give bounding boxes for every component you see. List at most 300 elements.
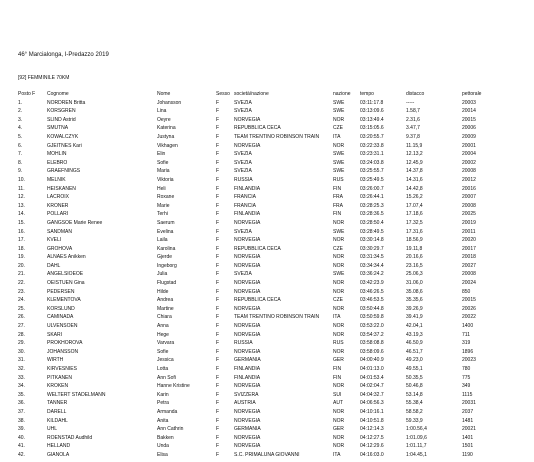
cell-club: FINLANDIA — [234, 374, 261, 381]
cell-pos: 22. — [18, 280, 25, 287]
cell-pos: 33. — [18, 374, 25, 381]
table-row — [0, 107, 534, 116]
cell-surname: ALNAES Anikken — [47, 254, 86, 261]
cell-bib: 20022 — [462, 314, 476, 321]
table-row — [0, 228, 534, 237]
cell-bib: 319 — [462, 340, 471, 347]
cell-nation: CZE — [333, 125, 343, 132]
table-row — [0, 399, 534, 408]
cell-gap: 35.35,6 — [406, 297, 423, 304]
cell-sex: F — [216, 323, 220, 330]
cell-time: 04:10:16.1 — [360, 408, 384, 415]
cell-gap: 25.06,3 — [406, 271, 423, 278]
cell-name: Armanda — [157, 408, 178, 415]
cell-gap: 49.55,1 — [406, 366, 423, 372]
cell-bib: 20008 — [462, 202, 476, 209]
cell-name: Unda — [157, 443, 169, 450]
cell-pos: 15. — [18, 219, 25, 226]
cell-bib: 20014 — [462, 108, 476, 115]
cell-pos: 29. — [18, 340, 25, 347]
table-row — [0, 425, 534, 434]
cell-time: 03:31:34.5 — [360, 254, 384, 261]
cell-club: NORVEGIA — [234, 417, 261, 424]
table-row — [0, 279, 534, 288]
cell-bib: 20015 — [462, 297, 476, 304]
cell-pos: 37. — [18, 408, 25, 415]
cell-pos: 32. — [18, 366, 25, 372]
cell-bib: 1401 — [462, 434, 474, 441]
cell-time: 03:50:59.8 — [360, 314, 384, 321]
cell-name: Hege — [157, 331, 169, 338]
cell-sex: F — [216, 426, 220, 433]
cell-sex: F — [216, 125, 220, 132]
cell-pos: 20. — [18, 262, 25, 269]
cell-surname: HEISKANEN — [47, 185, 76, 192]
cell-nation: FRA — [333, 194, 343, 201]
cell-sex: F — [216, 99, 220, 106]
table-row — [0, 185, 534, 194]
cell-surname: KORSLUND — [47, 305, 75, 312]
cell-pos: 36. — [18, 400, 25, 407]
cell-nation: ITA — [333, 133, 341, 140]
cell-surname: TANNER — [47, 400, 68, 407]
cell-bib: 1190 — [462, 451, 473, 458]
cell-sex: F — [216, 331, 220, 338]
cell-nation: NOR — [333, 305, 345, 312]
cell-sex: F — [216, 262, 220, 269]
cell-gap: 58.58,2 — [406, 408, 423, 415]
table-row — [0, 434, 534, 443]
cell-nation: NOR — [333, 323, 345, 330]
cell-name: Terhi — [157, 211, 168, 218]
cell-gap: 18.56,9 — [406, 237, 423, 244]
cell-gap: 39.26,9 — [406, 305, 423, 312]
cell-name: Flugstad — [157, 280, 177, 287]
cell-bib: 20012 — [462, 176, 476, 183]
cell-pos: 42. — [18, 451, 25, 458]
cell-nation: ITA — [333, 314, 341, 321]
cell-sex: F — [216, 185, 220, 192]
table-row — [0, 365, 534, 374]
cell-pos: 6. — [18, 142, 23, 149]
cell-sex: F — [216, 245, 220, 252]
cell-sex: F — [216, 305, 220, 312]
cell-nation: CZE — [333, 245, 343, 252]
cell-sex: F — [216, 340, 220, 347]
cell-bib: 20017 — [462, 245, 476, 252]
cell-gap: 42.04,1 — [406, 323, 423, 330]
cell-time: 03:54:37.2 — [360, 331, 384, 338]
cell-gap: 31.06,0 — [406, 280, 423, 287]
cell-gap: 59.33,9 — [406, 417, 423, 424]
cell-name: Martine — [157, 305, 174, 312]
cell-club: NORVEGIA — [234, 237, 261, 244]
cell-surname: DAHL — [47, 262, 61, 269]
cell-time: 03:28:50.4 — [360, 219, 384, 226]
cell-nation: RUS — [333, 176, 344, 183]
cell-time: 03:30:29.7 — [360, 245, 384, 252]
table-row — [0, 159, 534, 168]
cell-club: SVEZIA — [234, 159, 252, 166]
cell-surname: SMUTNA — [47, 125, 69, 132]
cell-bib: 20019 — [462, 219, 476, 226]
table-row — [0, 270, 534, 279]
cell-gap: 14.37,8 — [406, 168, 423, 175]
cell-pos: 23. — [18, 288, 25, 295]
cell-pos: 35. — [18, 391, 25, 398]
cell-gap: 53.14,8 — [406, 391, 423, 398]
cell-nation: NOR — [333, 116, 345, 123]
cell-club: SVIZZERA — [234, 391, 259, 398]
cell-name: Petra — [157, 400, 169, 407]
cell-sex: F — [216, 288, 220, 295]
header-surname: Cognome — [47, 91, 69, 97]
cell-club: TEAM TRENTINO ROBINSON TRAIN — [234, 133, 320, 140]
cell-bib: 20027 — [462, 262, 476, 269]
cell-time: 03:58:09.6 — [360, 348, 384, 355]
cell-sex: F — [216, 400, 220, 407]
cell-sex: F — [216, 211, 220, 218]
table-row — [0, 288, 534, 297]
cell-time: 03:42:23.9 — [360, 280, 384, 287]
cell-sex: F — [216, 116, 220, 123]
table-row — [0, 176, 534, 185]
table-row — [0, 391, 534, 400]
cell-nation: FIN — [333, 366, 342, 372]
cell-sex: F — [216, 391, 220, 398]
cell-club: S.C. PRIMALUNA GIOVANNI — [234, 451, 300, 458]
cell-nation: GER — [333, 426, 344, 433]
cell-pos: 40. — [18, 434, 25, 441]
cell-bib: 850 — [462, 288, 471, 295]
cell-nation: FRA — [333, 202, 343, 209]
cell-club: SVEZIA — [234, 228, 252, 235]
cell-time: 03:28:25.3 — [360, 202, 384, 209]
cell-pos: 17. — [18, 237, 25, 244]
cell-surname: MOHLIN — [47, 151, 67, 158]
cell-name: Andrea — [157, 297, 174, 304]
cell-pos: 11. — [18, 185, 25, 192]
cell-nation: NOR — [333, 331, 345, 338]
cell-bib: 20009 — [462, 133, 476, 140]
cell-sex: F — [216, 168, 220, 175]
results-table — [0, 90, 534, 460]
cell-surname: HELLAND — [47, 443, 71, 450]
cell-gap: 2.31,6 — [406, 116, 420, 123]
table-row — [0, 442, 534, 451]
cell-name: Laila — [157, 237, 168, 244]
cell-bib: 20001 — [462, 142, 476, 149]
cell-sex: F — [216, 443, 220, 450]
cell-pos: 8. — [18, 159, 23, 166]
cell-name: Maria — [157, 168, 170, 175]
cell-bib: 20025 — [462, 211, 476, 218]
cell-time: 03:53:22.0 — [360, 323, 384, 330]
cell-pos: 1. — [18, 99, 23, 106]
cell-club: NORVEGIA — [234, 331, 261, 338]
cell-surname: ROENSTAD Audhild — [47, 434, 93, 441]
cell-pos: 12. — [18, 194, 25, 201]
cell-nation: NOR — [333, 348, 345, 355]
cell-nation: NOR — [333, 383, 345, 390]
cell-bib: 1115 — [462, 391, 473, 398]
cell-gap: 9.37,8 — [406, 133, 420, 140]
cell-name: Ingeborg — [157, 262, 177, 269]
cell-nation: NOR — [333, 288, 345, 295]
cell-club: REPUBBLICA CECA — [234, 297, 281, 304]
cell-time: 03:30:14.8 — [360, 237, 384, 244]
cell-club: FINLANDIA — [234, 366, 261, 372]
cell-pos: 14. — [18, 211, 25, 218]
cell-club: NORVEGIA — [234, 383, 261, 390]
cell-sex: F — [216, 374, 220, 381]
table-row — [0, 116, 534, 125]
cell-nation: NOR — [333, 408, 345, 415]
cell-sex: F — [216, 348, 220, 355]
cell-nation: AUT — [333, 400, 343, 407]
cell-surname: WIRTH — [47, 357, 64, 364]
header-nation: nazione — [333, 91, 351, 97]
cell-time: 04:01:53.4 — [360, 374, 384, 381]
cell-bib: 20002 — [462, 159, 476, 166]
cell-club: NORVEGIA — [234, 408, 261, 415]
cell-pos: 19. — [18, 254, 25, 261]
cell-time: 03:13:09.6 — [360, 108, 384, 115]
cell-nation: NOR — [333, 142, 345, 149]
cell-sex: F — [216, 176, 220, 183]
cell-surname: JOHANSSON — [47, 348, 79, 355]
cell-nation: NOR — [333, 254, 345, 261]
cell-bib: 349 — [462, 383, 471, 390]
cell-club: REPUBBLICA CECA — [234, 245, 281, 252]
cell-bib: 20011 — [462, 228, 476, 235]
cell-bib: 20018 — [462, 254, 476, 261]
cell-time: 03:28:36.5 — [360, 211, 384, 218]
cell-gap: 14.42,8 — [406, 185, 423, 192]
table-header — [0, 90, 534, 99]
cell-name: Ann Sofi — [157, 374, 176, 381]
cell-name: Evelina — [157, 228, 174, 235]
cell-time: 03:11:17.8 — [360, 99, 384, 106]
cell-sex: F — [216, 133, 220, 140]
cell-surname: SANDMAN — [47, 228, 73, 235]
cell-club: SVEZIA — [234, 151, 252, 158]
cell-time: 04:12:14.3 — [360, 426, 384, 433]
cell-pos: 13. — [18, 202, 25, 209]
cell-club: NORVEGIA — [234, 254, 261, 261]
cell-gap: 46.50,9 — [406, 340, 423, 347]
table-row — [0, 133, 534, 142]
cell-gap: 15.26,2 — [406, 194, 423, 201]
cell-bib: 20003 — [462, 99, 476, 106]
cell-nation: CZE — [333, 297, 343, 304]
table-row — [0, 305, 534, 314]
cell-sex: F — [216, 357, 220, 364]
cell-gap: 17.31,6 — [406, 228, 423, 235]
cell-surname: POLLARI — [47, 211, 69, 218]
cell-nation: NOR — [333, 219, 345, 226]
cell-surname: NORDREN Britta — [47, 99, 86, 106]
cell-surname: GJEITNES Kari — [47, 142, 82, 149]
cell-time: 03:22:33.8 — [360, 142, 384, 149]
cell-surname: GROHOVA — [47, 245, 73, 252]
cell-gap: 50.35,5 — [406, 374, 423, 381]
cell-bib: 20006 — [462, 125, 476, 132]
cell-gap: 23.16,5 — [406, 262, 423, 269]
table-row — [0, 408, 534, 417]
cell-name: Lina — [157, 108, 167, 115]
cell-sex: F — [216, 142, 220, 149]
cell-sex: F — [216, 194, 220, 201]
cell-club: FINLANDIA — [234, 185, 261, 192]
cell-surname: ANGELSIOEOE — [47, 271, 84, 278]
cell-bib: 711 — [462, 331, 470, 338]
cell-nation: SWE — [333, 99, 345, 106]
cell-club: SVEZIA — [234, 99, 252, 106]
cell-sex: F — [216, 151, 220, 158]
cell-nation: SWE — [333, 168, 345, 175]
cell-time: 04:02:04.7 — [360, 383, 384, 390]
table-row — [0, 451, 534, 460]
cell-pos: 27. — [18, 323, 25, 330]
cell-surname: KVELI — [47, 237, 62, 244]
cell-bib: 775 — [462, 374, 471, 381]
cell-name: Anita — [157, 417, 169, 424]
cell-bib: 20008 — [462, 271, 476, 278]
header-gap: distacco — [406, 91, 425, 97]
cell-pos: 21. — [18, 271, 25, 278]
cell-sex: F — [216, 417, 220, 424]
table-row — [0, 374, 534, 383]
cell-club: NORVEGIA — [234, 142, 261, 149]
cell-pos: 3. — [18, 116, 23, 123]
cell-time: 03:24:03.8 — [360, 159, 384, 166]
cell-nation: RUS — [333, 340, 344, 347]
cell-club: GERMANIA — [234, 426, 261, 433]
cell-surname: WELTERT STADELMANN — [47, 391, 106, 398]
cell-time: 03:20:55.7 — [360, 133, 384, 140]
cell-surname: KRONER — [47, 202, 69, 209]
cell-gap: 49.23,0 — [406, 357, 423, 364]
cell-name: Oeyre — [157, 116, 171, 123]
cell-bib: 20007 — [462, 194, 476, 201]
cell-gap: 17.18,6 — [406, 211, 423, 218]
cell-club: NORVEGIA — [234, 288, 261, 295]
cell-nation: FIN — [333, 185, 342, 192]
cell-time: 03:50:44.8 — [360, 305, 384, 312]
cell-name: Saerum — [157, 219, 175, 226]
cell-time: 04:10:51.8 — [360, 417, 384, 424]
cell-gap: 11.15,9 — [406, 142, 423, 149]
cell-pos: 41. — [18, 443, 25, 450]
cell-name: Viktoria — [157, 176, 174, 183]
cell-gap: 17.32,5 — [406, 219, 423, 226]
cell-nation: FIN — [333, 374, 342, 381]
cell-sex: F — [216, 451, 220, 458]
cell-surname: CAMINADA — [47, 314, 74, 321]
table-row — [0, 245, 534, 254]
cell-nation: GER — [333, 357, 344, 364]
cell-sex: F — [216, 271, 220, 278]
cell-nation: SWE — [333, 159, 345, 166]
cell-name: Hilde — [157, 288, 169, 295]
cell-bib: 1481 — [462, 417, 474, 424]
document-title: 46° Marcialonga, I-Predazzo 2019 — [18, 52, 109, 58]
cell-surname: PITKANEN — [47, 374, 73, 381]
cell-gap: 14.31,6 — [406, 176, 423, 183]
cell-club: NORVEGIA — [234, 434, 261, 441]
cell-club: FRANCIA — [234, 194, 256, 201]
cell-surname: PROKHOROVA — [47, 340, 83, 347]
cell-sex: F — [216, 108, 220, 115]
cell-surname: KOWALCZYK — [47, 133, 79, 140]
cell-club: TEAM TRENTINO ROBINSON TRAIN — [234, 314, 320, 321]
table-row — [0, 202, 534, 211]
cell-time: 04:06:56.3 — [360, 400, 384, 407]
category-heading: [92] FEMMINILE 70KM — [18, 75, 70, 81]
cell-pos: 25. — [18, 305, 25, 312]
cell-name: Karin — [157, 391, 169, 398]
cell-pos: 18. — [18, 245, 25, 252]
cell-name: Sofie — [157, 159, 169, 166]
cell-time: 04:12:27.5 — [360, 434, 384, 441]
cell-nation: NOR — [333, 434, 345, 441]
cell-surname: MELNIK — [47, 176, 66, 183]
table-row — [0, 193, 534, 202]
cell-nation: NOR — [333, 262, 345, 269]
cell-sex: F — [216, 254, 220, 261]
header-pos: Posto F — [18, 91, 36, 97]
cell-pos: 30. — [18, 348, 25, 355]
cell-sex: F — [216, 228, 220, 235]
table-row — [0, 339, 534, 348]
cell-club: NORVEGIA — [234, 280, 261, 287]
table-row — [0, 313, 534, 322]
cell-club: NORVEGIA — [234, 323, 261, 330]
cell-time: 03:25:49.5 — [360, 176, 384, 183]
cell-surname: PEDERSEN — [47, 288, 75, 295]
cell-nation: NOR — [333, 443, 345, 450]
cell-bib: 20024 — [462, 280, 476, 287]
header-bib: pettorale — [462, 91, 482, 97]
cell-club: RUSSIA — [234, 340, 253, 347]
cell-surname: GANGSOE Marie Renee — [47, 219, 103, 226]
cell-club: FINLANDIA — [234, 211, 261, 218]
cell-surname: UHL — [47, 426, 58, 433]
cell-time: 04:16:03.0 — [360, 451, 384, 458]
cell-surname: KLEMENTOVA — [47, 297, 81, 304]
cell-sex: F — [216, 408, 220, 415]
cell-gap: 19.11,8 — [406, 245, 423, 252]
cell-bib: 20026 — [462, 305, 476, 312]
cell-time: 03:58:08.8 — [360, 340, 384, 347]
cell-bib: 20031 — [462, 400, 476, 407]
cell-gap: 1:04.45,1 — [406, 451, 427, 458]
cell-club: REPUBBLICA CECA — [234, 125, 281, 132]
table-row — [0, 142, 534, 151]
table-row — [0, 356, 534, 365]
cell-name: Roxane — [157, 194, 175, 201]
cell-pos: 31. — [18, 357, 25, 364]
cell-time: 03:13:49.4 — [360, 116, 384, 123]
cell-gap: 55.38,4 — [406, 400, 423, 407]
cell-nation: SWE — [333, 271, 345, 278]
cell-bib: 20004 — [462, 151, 476, 158]
cell-gap: 39.41,9 — [406, 314, 423, 321]
cell-time: 04:04:32.7 — [360, 391, 384, 398]
header-club: società/nazione — [234, 91, 269, 97]
cell-sex: F — [216, 366, 220, 372]
